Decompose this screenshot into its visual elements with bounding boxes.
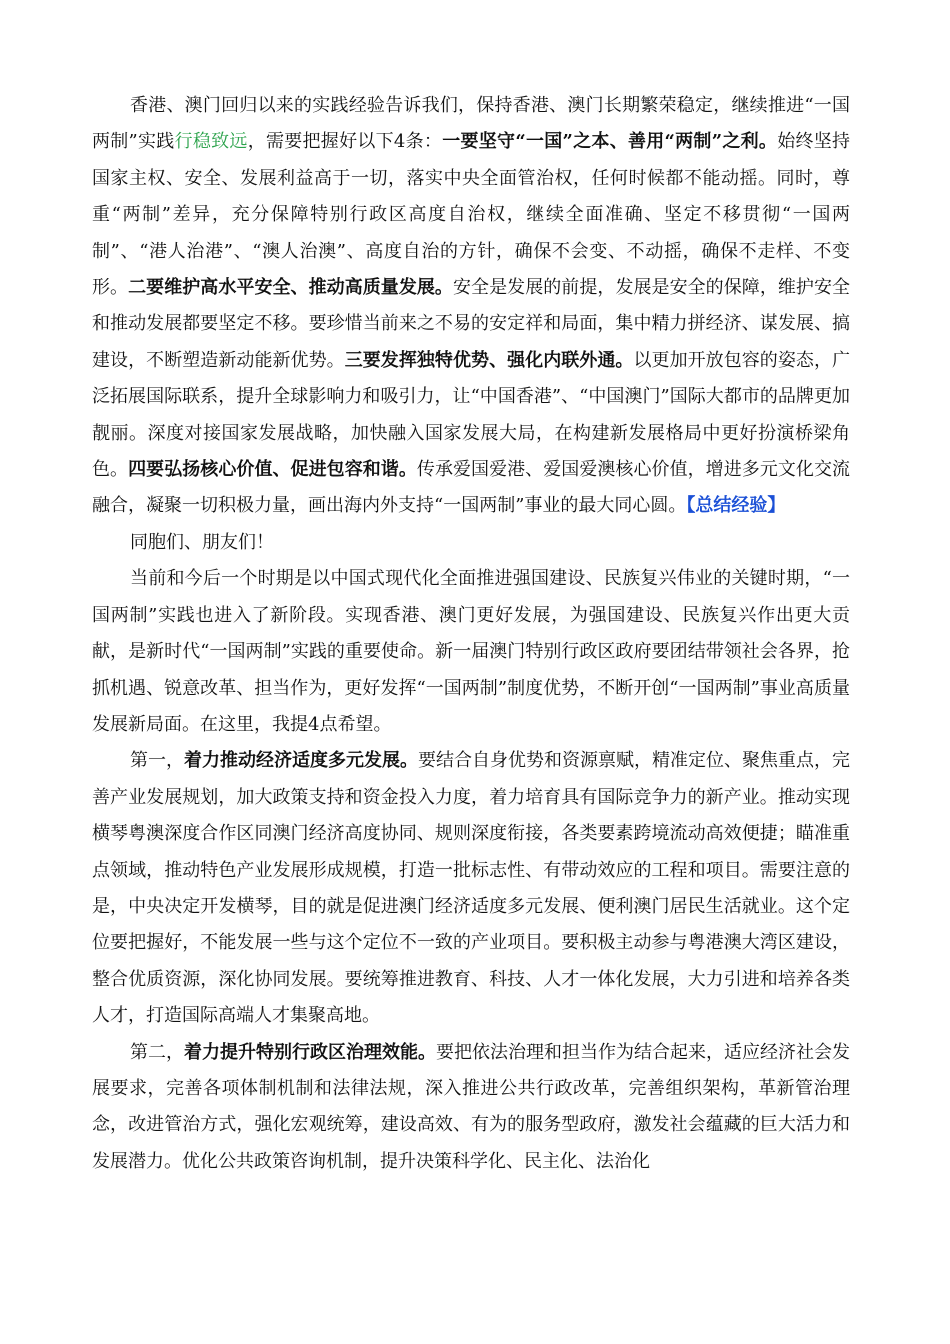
document-body	[92, 88, 850, 1180]
paragraph-point-1	[92, 743, 850, 1034]
text-run: 要把依法治理和担当作为结合起来，适应经济社会发展要求，完善各项体制机制和法律法规，深入推进公共行政改革，完善组织架构，革新管治理念，改进管治方式，强化宏观统筹，建设高效、有为的服务型政府，激发社会蕴藏的巨大活力和发展潜力。优化公共政策咨询机制，提升决策科学化、民主化、法治化	[92, 1041, 850, 1172]
bold-heading-2: 二要维护高水平安全、推动高质量发展。	[128, 277, 453, 299]
text-run: 要结合自身优势和资源禀赋，精准定位、聚焦重点，完善产业发展规划，加大政策支持和资金投入力度，着力培育具有国际竞争力的新产业。推动实现横琴粤澳深度合作区同澳门经济高度协同、规则深度衔接，各类要素跨境流动高效便捷；瞄准重点领域，推动特色产业发展形成规模，打造一批标志性、有带动效应的工程和项目。需要注意的是，中央决定开发横琴，目的就是促进澳门经济适度多元发展、便利澳门居民生活就业。这个定位要把握好，不能发展一些与这个定位不一致的产业项目。要积极主动参与粤港澳大湾区建设，整合优质资源，深化协同发展。要统筹推进教育、科技、人才一体化发展，大力引进和培养各类人才，打造国际高端人才集聚高地。	[92, 750, 850, 1027]
paragraph-context	[92, 561, 850, 743]
text-run: 始终坚持国家主权、安全、发展利益高于一切，落实中央全面管治权，任何时候都不能动摇。同时，尊重“两制”差异，充分保障特别行政区高度自治权，继续全面准确、坚定不移贯彻“一国两制”、“港人治港”、“澳人治澳”、高度自治的方针，确保不会变、不动摇，确保不走样、不变形。	[92, 131, 851, 299]
paragraph-summary	[92, 88, 850, 525]
text-run: 第二，	[130, 1041, 184, 1063]
paragraph-greeting	[92, 525, 850, 561]
bold-heading-point-1: 着力推动经济适度多元发展。	[184, 750, 418, 772]
text-run: 当前和今后一个时期是以中国式现代化全面推进强国建设、民族复兴伟业的关键时期，“一国两制”实践也进入了新阶段。实现香港、澳门更好发展，为强国建设、民族复兴作出更大贡献，是新时代“一国两制”实践的重要使命。新一届澳门特别行政区政府要团结带领社会各界，抢抓机遇、锐意改革、担当作为，更好发挥“一国两制”制度优势，不断开创“一国两制”事业高质量发展新局面。在这里，我提4点希望。	[92, 568, 850, 735]
summary-tag: 【总结经验】	[686, 495, 786, 517]
text-run: ，需要把握好以下4条：	[247, 131, 443, 153]
bold-heading-1: 一要坚守“一国”之本、善用“两制”之利。	[442, 131, 778, 153]
text-run: 同胞们、朋友们！	[130, 531, 274, 553]
text-run: 传承爱国爱港、爱国爱澳核心价值，增进多元文化交流融合，凝聚一切积极力量，画出海内外支持“一国两制”事业的最大同心圆。	[92, 459, 851, 517]
highlight-text: 行稳致远	[174, 131, 248, 153]
paragraph-point-2	[92, 1035, 850, 1181]
text-run: 第一，	[130, 750, 184, 772]
text-run: 香港、澳门回归以来的实践经验告诉我们，保持香港、澳门长期繁荣稳定，继续推进“一国两制”实践	[92, 95, 850, 153]
bold-heading-3: 三要发挥独特优势、强化内联外通。	[344, 349, 634, 371]
bold-heading-4: 四要弘扬核心价值、促进包容和谐。	[128, 459, 417, 481]
bold-heading-point-2: 着力提升特别行政区治理效能。	[184, 1041, 436, 1063]
text-run: 以更加开放包容的姿态，广泛拓展国际联系，提升全球影响力和吸引力，让“中国香港”、“中国澳门”国际大都市的品牌更加靓丽。深度对接国家发展战略，加快融入国家发展大局，在构建新发展格局中更好扮演桥梁角色。	[92, 349, 851, 481]
text-run: 安全是发展的前提，发展是安全的保障，维护安全和推动发展都要坚定不移。要珍惜当前来之不易的安定祥和局面，集中精力拼经济、谋发展、搞建设，不断塑造新动能新优势。	[92, 277, 851, 371]
